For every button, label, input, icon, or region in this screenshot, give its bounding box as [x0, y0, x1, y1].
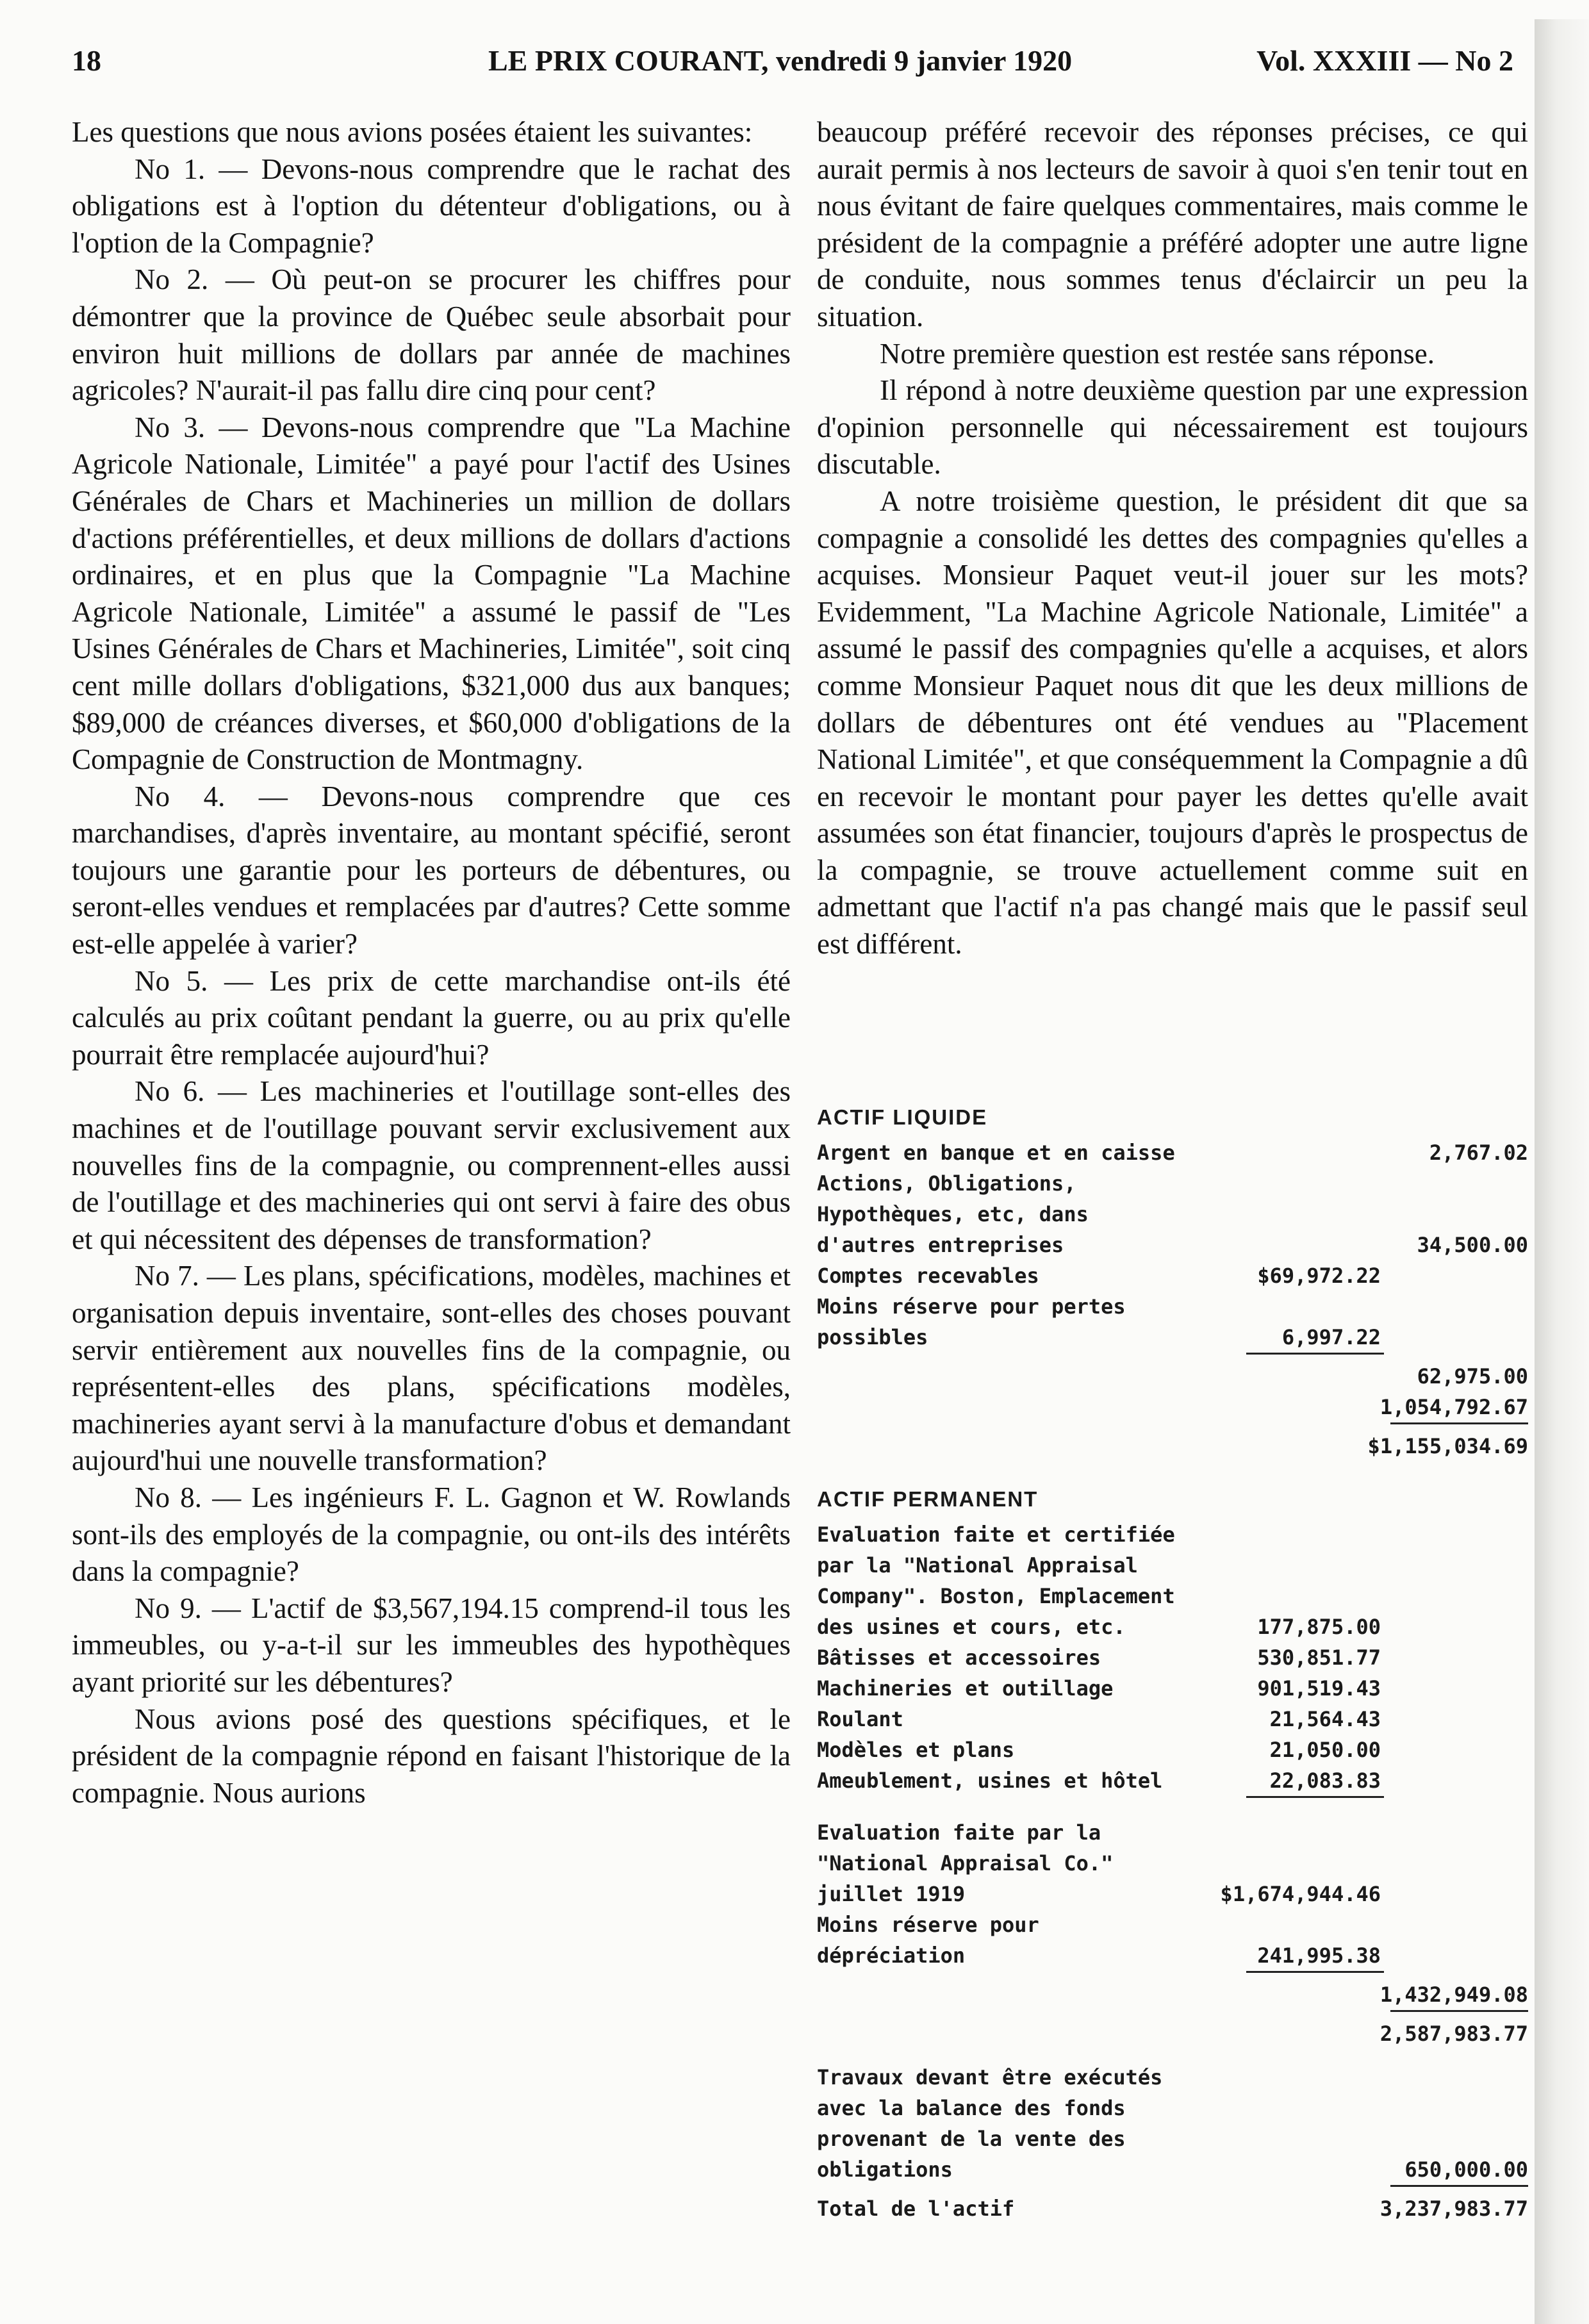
row-label: Evaluation faite et certifiée par la "National Appraisal Company". Boston, Emplacement des usines et cours, etc.	[817, 1522, 1175, 1639]
row-value-col1: 530,851.77	[1257, 1645, 1381, 1670]
row-value-col1: 177,875.00	[1257, 1615, 1381, 1639]
volume-number: Vol. XXXIII — No 2	[1256, 44, 1513, 77]
row-label: Comptes recevables	[817, 1264, 1039, 1288]
question-3: No 3. — Devons-nous comprendre que "La Machine Agricole Nationale, Limitée" a payé pour l'actif des Usines Générales de Chars et Machineries un million de dollars d'actions préférentielles, et deux millions de dollars d'actions ordinaires, et en plus que la Compagnie "La Machine Agricole Nationale, Limitée" a assumé le passif de "Les Usines Générales de Chars et Machineries, Limitée", soit cinq cent mille dollars d'obligations, $321,000 dus aux banques; $89,000 de créances diverses, et $60,000 d'obligations de la Compagnie de Construction de Montmagny.	[72, 411, 791, 776]
net-permanent-value: 1,432,949.08	[1379, 1982, 1528, 2007]
row-value-col2: 2,767.02	[1429, 1141, 1528, 1165]
table-row	[817, 1735, 1528, 1765]
row-label: Modèles et plans	[817, 1738, 1015, 1762]
row-label: Bâtisses et accessoires	[817, 1645, 1101, 1670]
page-edge-shadow	[1535, 19, 1589, 2324]
table-row	[817, 1392, 1528, 1422]
table-row	[817, 1673, 1528, 1704]
sum-rule	[1246, 1353, 1384, 1361]
row-label: Machineries et outillage	[817, 1676, 1114, 1701]
row-value-col1: 21,050.00	[1269, 1738, 1381, 1762]
sum-rule	[1390, 2185, 1528, 2193]
row-label: Argent en banque et en caisse	[817, 1141, 1175, 1165]
section-title-actif-liquide: ACTIF LIQUIDE	[817, 1105, 988, 1129]
row-value-col2: 650,000.00	[1404, 2157, 1528, 2182]
right-column	[817, 114, 1528, 963]
row-label: Actions, Obligations, Hypothèques, etc, dans d'autres entreprises	[817, 1171, 1089, 1257]
paragraph: beaucoup préféré recevoir des réponses précises, ce qui aurait permis à nos lecteurs de savoir à quoi s'en tenir tout en nous évitant de faire quelques commentaires, mais comme le président de la compagnie a préféré adopter une autre ligne de conduite, nous sommes tenus d'éclaircir un peu la situation.	[817, 116, 1528, 333]
question-5: No 5. — Les prix de cette marchandise ont-ils été calculés au prix coûtant pendant la guerre, ou au prix qu'elle pourrait être remplacée aujourd'hui?	[72, 964, 791, 1071]
row-label: Roulant	[817, 1707, 903, 1731]
paragraph: Nous avions posé des questions spécifiques, et le président de la compagnie répond en faisant l'historique de la compagnie. Nous aurions	[72, 1702, 791, 1809]
paragraph: Les questions que nous avions posées étaient les suivantes:	[72, 116, 753, 148]
total-actif-liquide: $1,155,034.69	[1367, 1434, 1528, 1458]
table-row	[817, 1765, 1528, 1796]
question-7: No 7. — Les plans, spécifications, modèles, machines et organisation depuis inventaire, sont-elles des choses pouvant servir entièrement aux nouvelles fins de la compagnie, ou représentent-elles des plans, spécifications modèles, machineries ayant servi à la manufacture d'obus et demandant aujourd'hui une nouvelle transformation?	[72, 1260, 791, 1477]
table-row	[817, 1361, 1528, 1392]
row-value-col1: 901,519.43	[1257, 1676, 1381, 1701]
row-value-col1: 241,995.38	[1257, 1943, 1381, 1968]
page-number: 18	[72, 44, 101, 77]
sum-rule	[1390, 2010, 1528, 2018]
table-row	[817, 1291, 1528, 1353]
table-row	[817, 1260, 1528, 1291]
question-4: No 4. — Devons-nous comprendre que ces marchandises, d'après inventaire, au montant spécifié, seront toujours une garantie pour les porteurs de débentures, ou seront-elles vendues et remplacées par d'autres? Cette somme est-elle appelée à varier?	[72, 780, 791, 960]
left-column	[72, 114, 791, 1811]
row-value-col1: $1,674,944.46	[1220, 1882, 1381, 1906]
row-label: Ameublement, usines et hôtel	[817, 1768, 1163, 1793]
paragraph: Notre première question est restée sans réponse.	[880, 337, 1435, 370]
sum-rule	[1390, 1422, 1528, 1431]
row-label: Moins réserve pour pertes possibles	[817, 1294, 1126, 1349]
question-8: No 8. — Les ingénieurs F. L. Gagnon et W. Rowlands sont-ils des employés de la compagnie, ou ont-ils des intérêts dans la compagnie?	[72, 1481, 791, 1588]
question-9: No 9. — L'actif de $3,567,194.15 comprend-il tous les immeubles, ou y-a-t-il sur les immeubles des hypothèques ayant priorité sur les débentures?	[72, 1592, 791, 1698]
table-row	[817, 1168, 1528, 1260]
sum-rule	[1246, 1971, 1384, 1979]
row-value-col1: $69,972.22	[1257, 1264, 1381, 1288]
table-row	[817, 1704, 1528, 1735]
question-2: No 2. — Où peut-on se procurer les chiffres pour démontrer que la province de Québec seule absorbait pour environ huit millions de dollars par année de machines agricoles? N'aurait-il pas fallu dire cinq pour cent?	[72, 263, 791, 407]
table-row	[817, 1519, 1528, 1642]
row-label: Moins réserve pour dépréciation	[817, 1913, 1039, 1968]
financial-statement	[817, 1105, 1528, 2224]
table-row	[817, 1979, 1528, 2010]
publication-title: LE PRIX COURANT, vendredi 9 janvier 1920	[488, 44, 1073, 77]
table-row	[817, 2193, 1528, 2224]
page-header	[72, 44, 1513, 88]
table-row	[817, 1817, 1528, 1909]
paragraph: Il répond à notre deuxième question par une expression d'opinion personnelle qui nécessairement est toujours discutable.	[817, 374, 1528, 481]
section-title-actif-permanent: ACTIF PERMANENT	[817, 1487, 1039, 1511]
sum-rule	[1246, 1796, 1384, 1804]
row-value-col1: 21,564.43	[1269, 1707, 1381, 1731]
total-label: Total de l'actif	[817, 2196, 1015, 2221]
table-row	[817, 1137, 1528, 1168]
table-row	[817, 1642, 1528, 1673]
other-current-assets: 1,054,792.67	[1379, 1395, 1528, 1419]
subtotal-net-receivables: 62,975.00	[1417, 1364, 1528, 1389]
row-value-col2: 34,500.00	[1417, 1233, 1528, 1257]
paragraph: A notre troisième question, le président dit que sa compagnie a consolidé les dettes des compagnies qu'elles a acquises. Monsieur Paquet veut-il jouer sur les mots? Evidemment, "La Machine Agricole Nationale, Limitée" a assumé le passif des compagnies qu'elle a acquises, et alors comme Monsieur Paquet nous dit que les deux millions de dollars de débentures ont été vendues au "Placement National Limitée", et que conséquemment la Compagnie a dû en recevoir le montant pour payer les dettes qu'elle avait assumées son état financier, toujours d'après le prospectus de la compagnie, se trouve actuellement comme suit en admettant que l'actif n'a pas changé mais que le passif seul est différent.	[817, 484, 1528, 960]
running-total: 2,587,983.77	[1379, 2022, 1528, 2046]
total-actif: 3,237,983.77	[1379, 2196, 1528, 2221]
question-6: No 6. — Les machineries et l'outillage sont-elles des machines et de l'outillage pouvant servir exclusivement aux nouvelles fins de la compagnie, ou comprennent-elles aussi de l'outillage et des machineries qui ont servi à faire des obus et qui nécessitent des dépenses de transformation?	[72, 1075, 791, 1255]
table-row	[817, 2062, 1528, 2185]
row-label: Travaux devant être exécutés avec la balance des fonds provenant de la vente des obligations	[817, 2065, 1163, 2182]
table-row	[817, 1431, 1528, 1462]
table-row	[817, 1909, 1528, 1971]
question-1: No 1. — Devons-nous comprendre que le rachat des obligations est à l'option du détenteur d'obligations, ou à l'option de la Compagnie?	[72, 152, 791, 259]
row-value-col1: 22,083.83	[1269, 1768, 1381, 1793]
row-label: Evaluation faite par la "National Appraisal Co." juillet 1919	[817, 1820, 1114, 1906]
row-value-col1: 6,997.22	[1281, 1325, 1381, 1349]
table-row	[817, 2018, 1528, 2049]
